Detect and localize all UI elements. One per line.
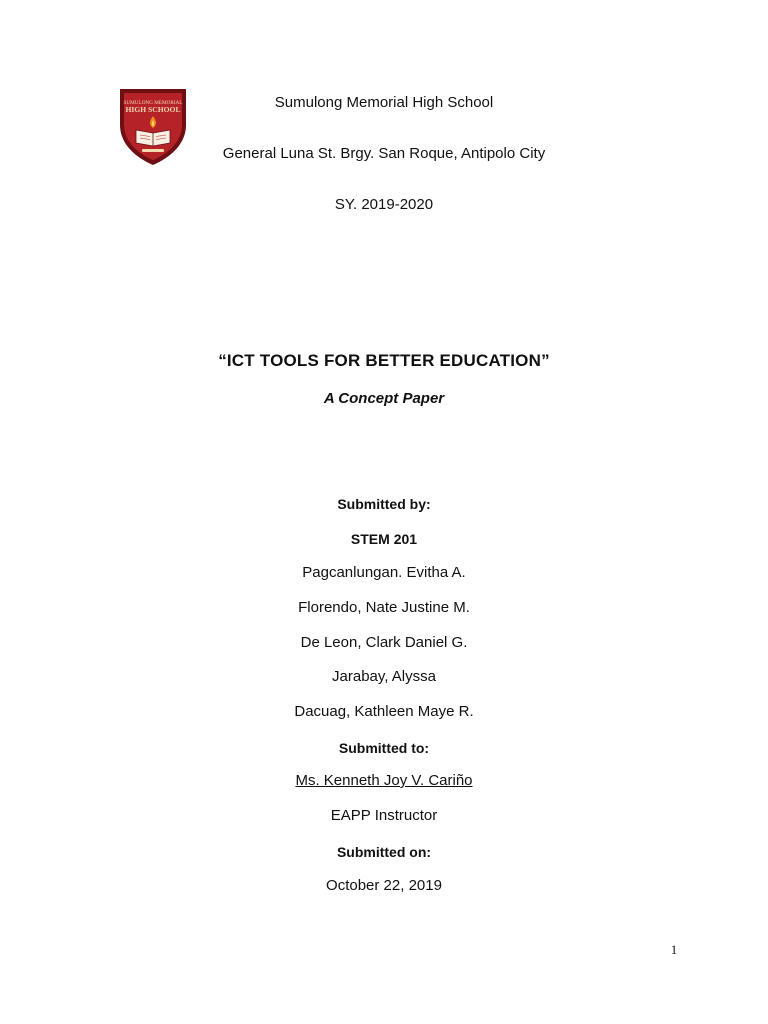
logo-main-text: HIGH SCHOOL xyxy=(125,105,181,114)
member-name: Jarabay, Alyssa xyxy=(332,668,436,685)
instructor-name xyxy=(0,771,768,791)
instructor-title: EAPP Instructor xyxy=(330,807,438,824)
page-number: 1 xyxy=(670,942,678,957)
school-address: General Luna St. Brgy. San Roque, Antipolo City xyxy=(222,145,546,162)
member-name: Dacuag, Kathleen Maye R. xyxy=(294,703,474,720)
member-name: De Leon, Clark Daniel G. xyxy=(300,634,468,651)
submission-date: October 22, 2019 xyxy=(326,877,442,894)
submitted-to-label: Submitted to: xyxy=(338,740,430,756)
paper-title: “ICT TOOLS FOR BETTER EDUCATION” xyxy=(218,351,550,370)
instructor-name-text: Ms. Kenneth Joy V. Cariño xyxy=(295,772,473,789)
section-name: STEM 201 xyxy=(350,531,418,547)
member-name: Pagcanlungan. Evitha A. xyxy=(302,564,466,581)
school-name: Sumulong Memorial High School xyxy=(274,94,494,111)
submitted-on-label: Submitted on: xyxy=(336,844,432,860)
logo-top-text: SUMULONG MEMORIAL xyxy=(123,100,183,106)
member-name: Florendo, Nate Justine M. xyxy=(298,599,470,616)
submitted-by-label: Submitted by: xyxy=(337,496,431,512)
paper-subtitle: A Concept Paper xyxy=(323,390,445,407)
school-year: SY. 2019-2020 xyxy=(334,196,434,213)
